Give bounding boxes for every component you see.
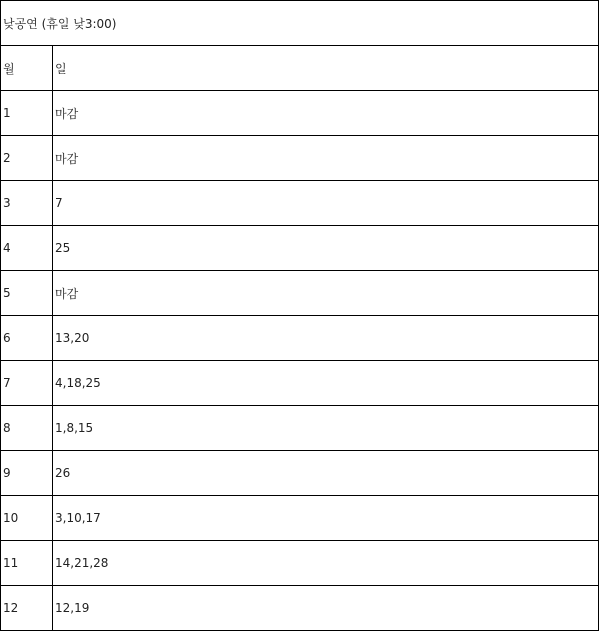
table-row bbox=[1, 361, 599, 406]
days-cell: 3,10,17 bbox=[53, 496, 599, 541]
table-row bbox=[1, 136, 599, 181]
table-row bbox=[1, 586, 599, 631]
table-row bbox=[1, 541, 599, 586]
month-cell: 8 bbox=[1, 406, 53, 451]
table-title: 낮공연 (휴일 낮3:00) bbox=[1, 1, 599, 46]
table-row bbox=[1, 91, 599, 136]
days-cell: 마감 bbox=[53, 91, 599, 136]
days-cell: 마감 bbox=[53, 136, 599, 181]
table-row bbox=[1, 181, 599, 226]
month-cell: 1 bbox=[1, 91, 53, 136]
month-cell: 4 bbox=[1, 226, 53, 271]
days-cell: 1,8,15 bbox=[53, 406, 599, 451]
table-row bbox=[1, 496, 599, 541]
month-cell: 2 bbox=[1, 136, 53, 181]
table-header-row bbox=[1, 46, 599, 91]
days-cell: 마감 bbox=[53, 271, 599, 316]
days-cell: 25 bbox=[53, 226, 599, 271]
month-cell: 12 bbox=[1, 586, 53, 631]
table-body bbox=[1, 1, 599, 631]
month-cell: 9 bbox=[1, 451, 53, 496]
days-cell: 4,18,25 bbox=[53, 361, 599, 406]
month-cell: 5 bbox=[1, 271, 53, 316]
days-cell: 12,19 bbox=[53, 586, 599, 631]
table-row bbox=[1, 271, 599, 316]
days-cell: 14,21,28 bbox=[53, 541, 599, 586]
days-cell: 7 bbox=[53, 181, 599, 226]
month-cell: 11 bbox=[1, 541, 53, 586]
month-cell: 6 bbox=[1, 316, 53, 361]
month-cell: 10 bbox=[1, 496, 53, 541]
table-row bbox=[1, 406, 599, 451]
days-cell: 26 bbox=[53, 451, 599, 496]
table-row bbox=[1, 226, 599, 271]
days-cell: 13,20 bbox=[53, 316, 599, 361]
table-title-row bbox=[1, 1, 599, 46]
table-row bbox=[1, 316, 599, 361]
header-day: 일 bbox=[53, 46, 599, 91]
table-row bbox=[1, 451, 599, 496]
header-month: 월 bbox=[1, 46, 53, 91]
month-cell: 3 bbox=[1, 181, 53, 226]
month-cell: 7 bbox=[1, 361, 53, 406]
